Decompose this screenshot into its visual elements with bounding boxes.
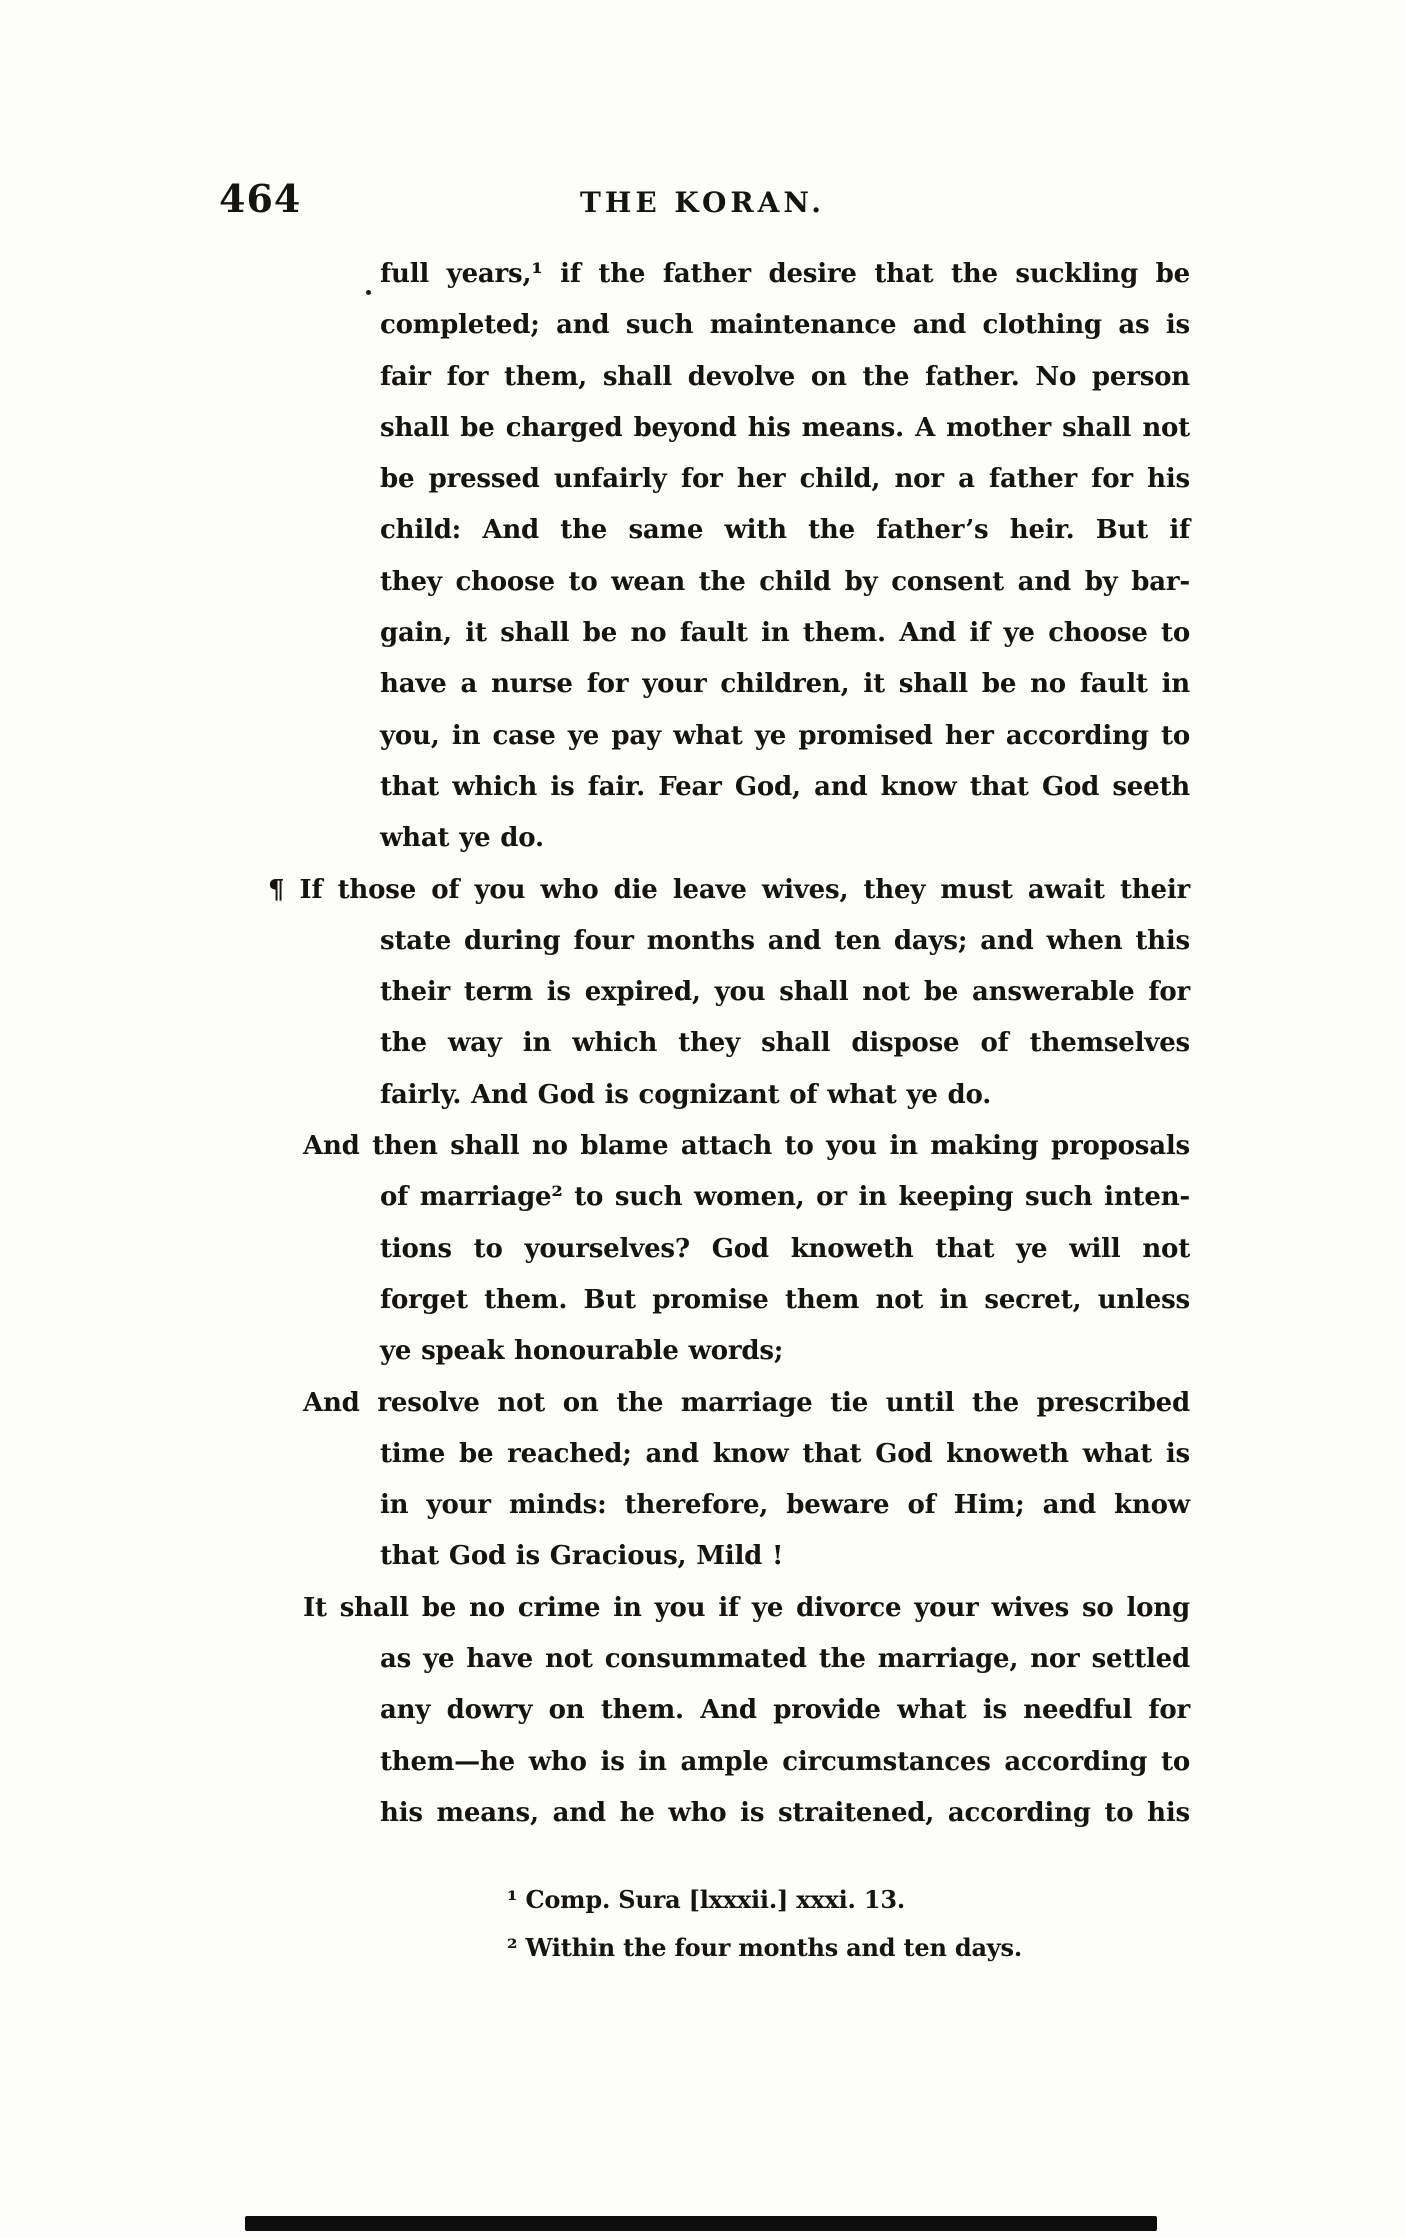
text-line: gain, it shall be no fault in them. And if ye choose to	[380, 618, 1190, 649]
text-line: have a nurse for your children, it shall be no fault in	[380, 669, 1190, 700]
running-title: THE KORAN.	[580, 186, 825, 219]
text-line: fair for them, shall devolve on the father. No person	[380, 361, 1190, 392]
text-line: full years,¹ if the father desire that the suckling be	[380, 259, 1190, 289]
text-line: time be reached; and know that God knoweth what is	[380, 1438, 1190, 1469]
text-line: the way in which they shall dispose of themselves	[380, 1028, 1190, 1059]
text-line: ye speak honourable words;	[380, 1336, 784, 1367]
text-line: child: And the same with the father’s heir. But if	[380, 515, 1190, 546]
text-line: of marriage² to such women, or in keeping such inten-	[380, 1182, 1190, 1213]
text-line: you, in case ye pay what ye promised her according to	[380, 720, 1190, 751]
footnotes	[507, 1876, 1022, 1972]
text-line: their term is expired, you shall not be answerable for	[380, 977, 1190, 1008]
text-line: And then shall no blame attach to you in making proposals	[303, 1131, 1190, 1162]
text-line: fairly. And God is cognizant of what ye do.	[380, 1079, 992, 1110]
footnote: ² Within the four months and ten days.	[507, 1933, 1023, 1962]
text-line: as ye have not consummated the marriage, nor settled	[380, 1644, 1190, 1675]
page-number: 464	[219, 176, 302, 221]
body-text	[0, 249, 1405, 1839]
footnote: ¹ Comp. Sura [lxxxii.] xxxi. 13.	[507, 1885, 906, 1914]
text-line: forget them. But promise them not in secret, unless	[380, 1284, 1190, 1315]
text-line: be pressed unfairly for her child, nor a father for his	[380, 464, 1190, 495]
text-line: his means, and he who is straitened, according to his	[380, 1797, 1190, 1828]
text-line: that which is fair. Fear God, and know that God seeth	[380, 771, 1190, 802]
scan-artifact-bar	[245, 2216, 1157, 2231]
text-line: shall be charged beyond his means. A mother shall not	[380, 412, 1190, 443]
text-line: what ye do.	[380, 823, 544, 854]
text-line: ¶ If those of you who die leave wives, they must await their	[268, 874, 1190, 905]
text-line: state during four months and ten days; and when this	[380, 925, 1190, 956]
text-line: completed; and such maintenance and clothing as is	[380, 310, 1190, 341]
text-line: them—he who is in ample circumstances according to	[380, 1746, 1190, 1777]
text-line: that God is Gracious, Mild !	[380, 1541, 784, 1572]
text-line: It shall be no crime in you if ye divorce your wives so long	[303, 1592, 1190, 1623]
text-line: tions to yourselves? God knoweth that ye will not	[380, 1233, 1190, 1264]
text-line: they choose to wean the child by consent and by bar-	[380, 566, 1190, 597]
text-line: any dowry on them. And provide what is needful for	[380, 1695, 1190, 1726]
text-line: And resolve not on the marriage tie until the prescribed	[303, 1387, 1190, 1418]
text-line: in your minds: therefore, beware of Him; and know	[380, 1490, 1190, 1521]
